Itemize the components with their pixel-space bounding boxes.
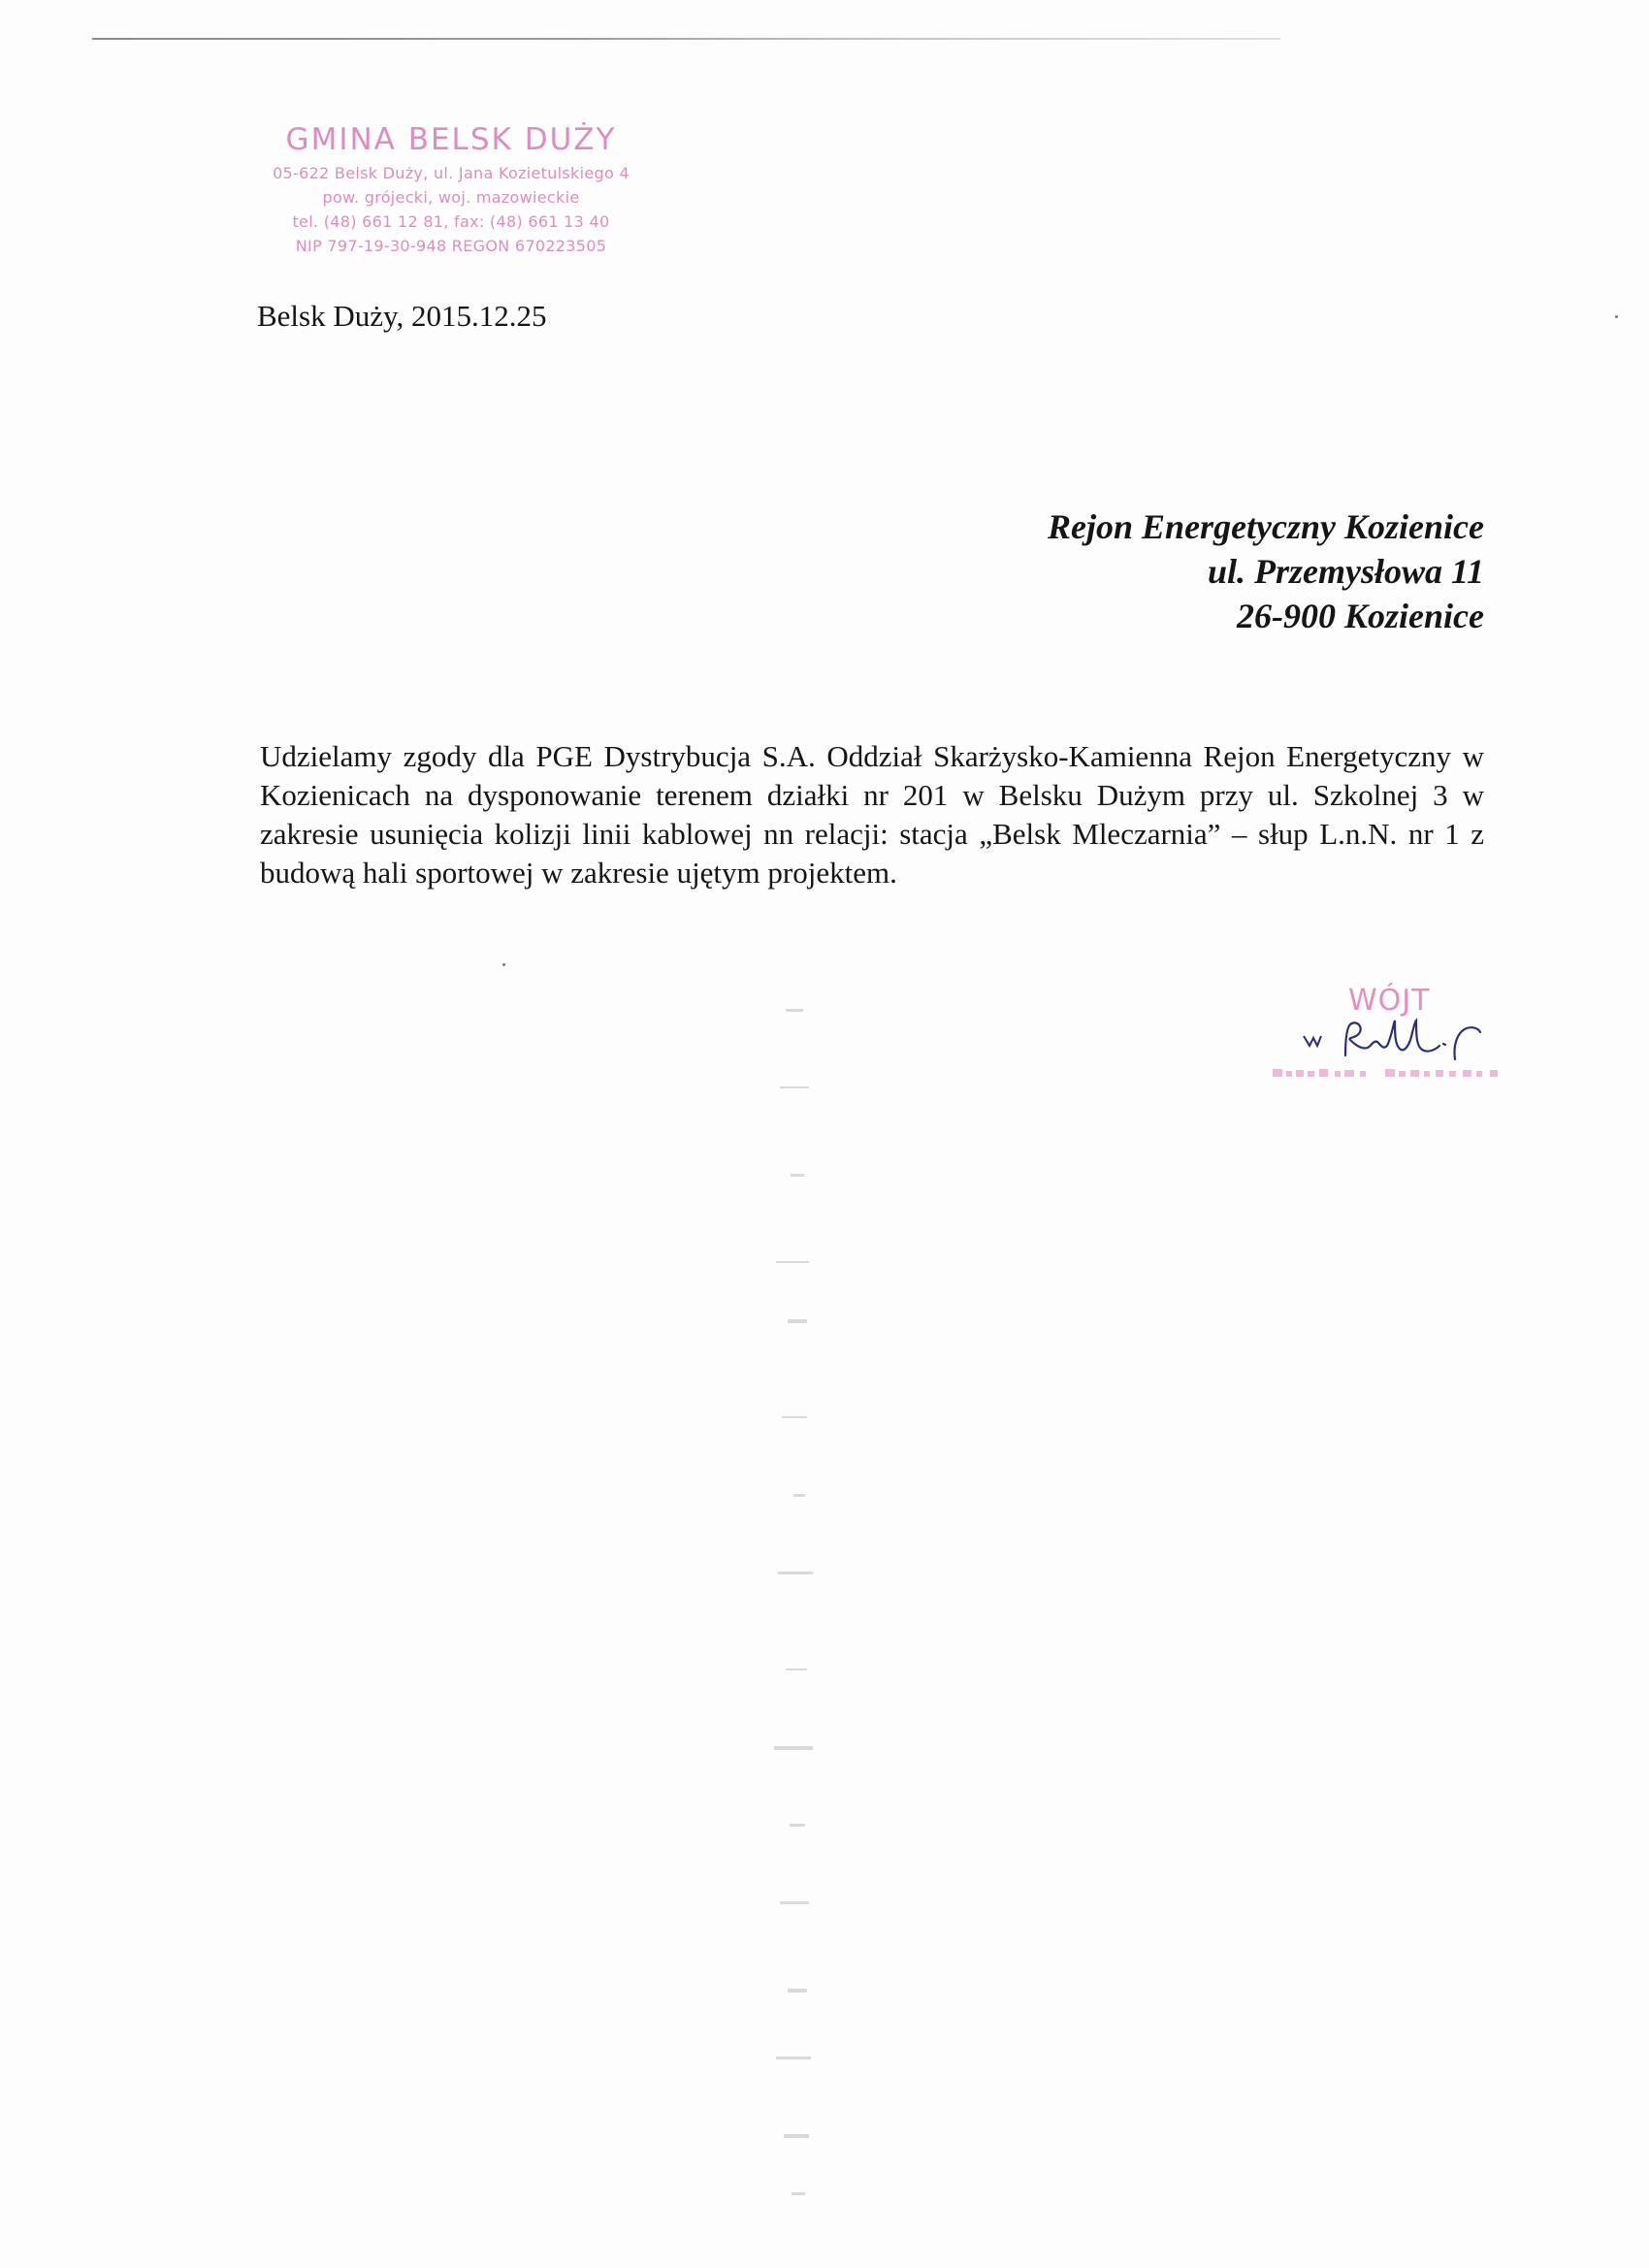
scan-artifact-streak — [737, 970, 854, 2231]
handwritten-signature — [1302, 1017, 1496, 1065]
scan-edge-line — [92, 38, 1280, 40]
signature-role-stamp: WÓJT — [1348, 984, 1431, 1018]
stamp-address-line: 05-622 Belsk Duży, ul. Jana Kozietulskiego 4 — [273, 164, 630, 182]
stamp-tax-line: NIP 797-19-30-948 REGON 670223505 — [295, 237, 607, 255]
municipality-stamp — [247, 122, 655, 258]
stamp-region-line: pow. grójecki, woj. mazowieckie — [322, 188, 580, 207]
signature-block — [1261, 980, 1533, 1086]
scan-speck — [502, 963, 505, 966]
recipient-address — [1048, 504, 1484, 638]
place-and-date: Belsk Duży, 2015.12.25 — [257, 299, 547, 333]
recipient-name: Rejon Energetyczny Kozienice — [1048, 507, 1484, 546]
faded-name-stamp — [1271, 1063, 1523, 1083]
recipient-city: 26-900 Kozienice — [1237, 597, 1484, 635]
stamp-phone-line: tel. (48) 661 12 81, fax: (48) 661 13 40 — [292, 212, 610, 231]
stamp-title: GMINA BELSK DUŻY — [285, 122, 617, 157]
recipient-street: ul. Przemysłowa 11 — [1207, 552, 1484, 591]
letter-body: Udzielamy zgody dla PGE Dystrybucja S.A. Oddział Skarżysko-Kamienna Rejon Energetyczny w Kozienicach na dysponowanie terenem działki nr 201 w Belsku Dużym przy ul. Szkolnej 3 w zakresie usunięcia kolizji linii kablowej nn relacji: stacja „Belsk Mleczarnia” – słup L.n.N. nr 1 z budową hali sportowej w zakresie ujętym projektem. — [260, 739, 1484, 890]
scan-speck — [1615, 315, 1618, 318]
